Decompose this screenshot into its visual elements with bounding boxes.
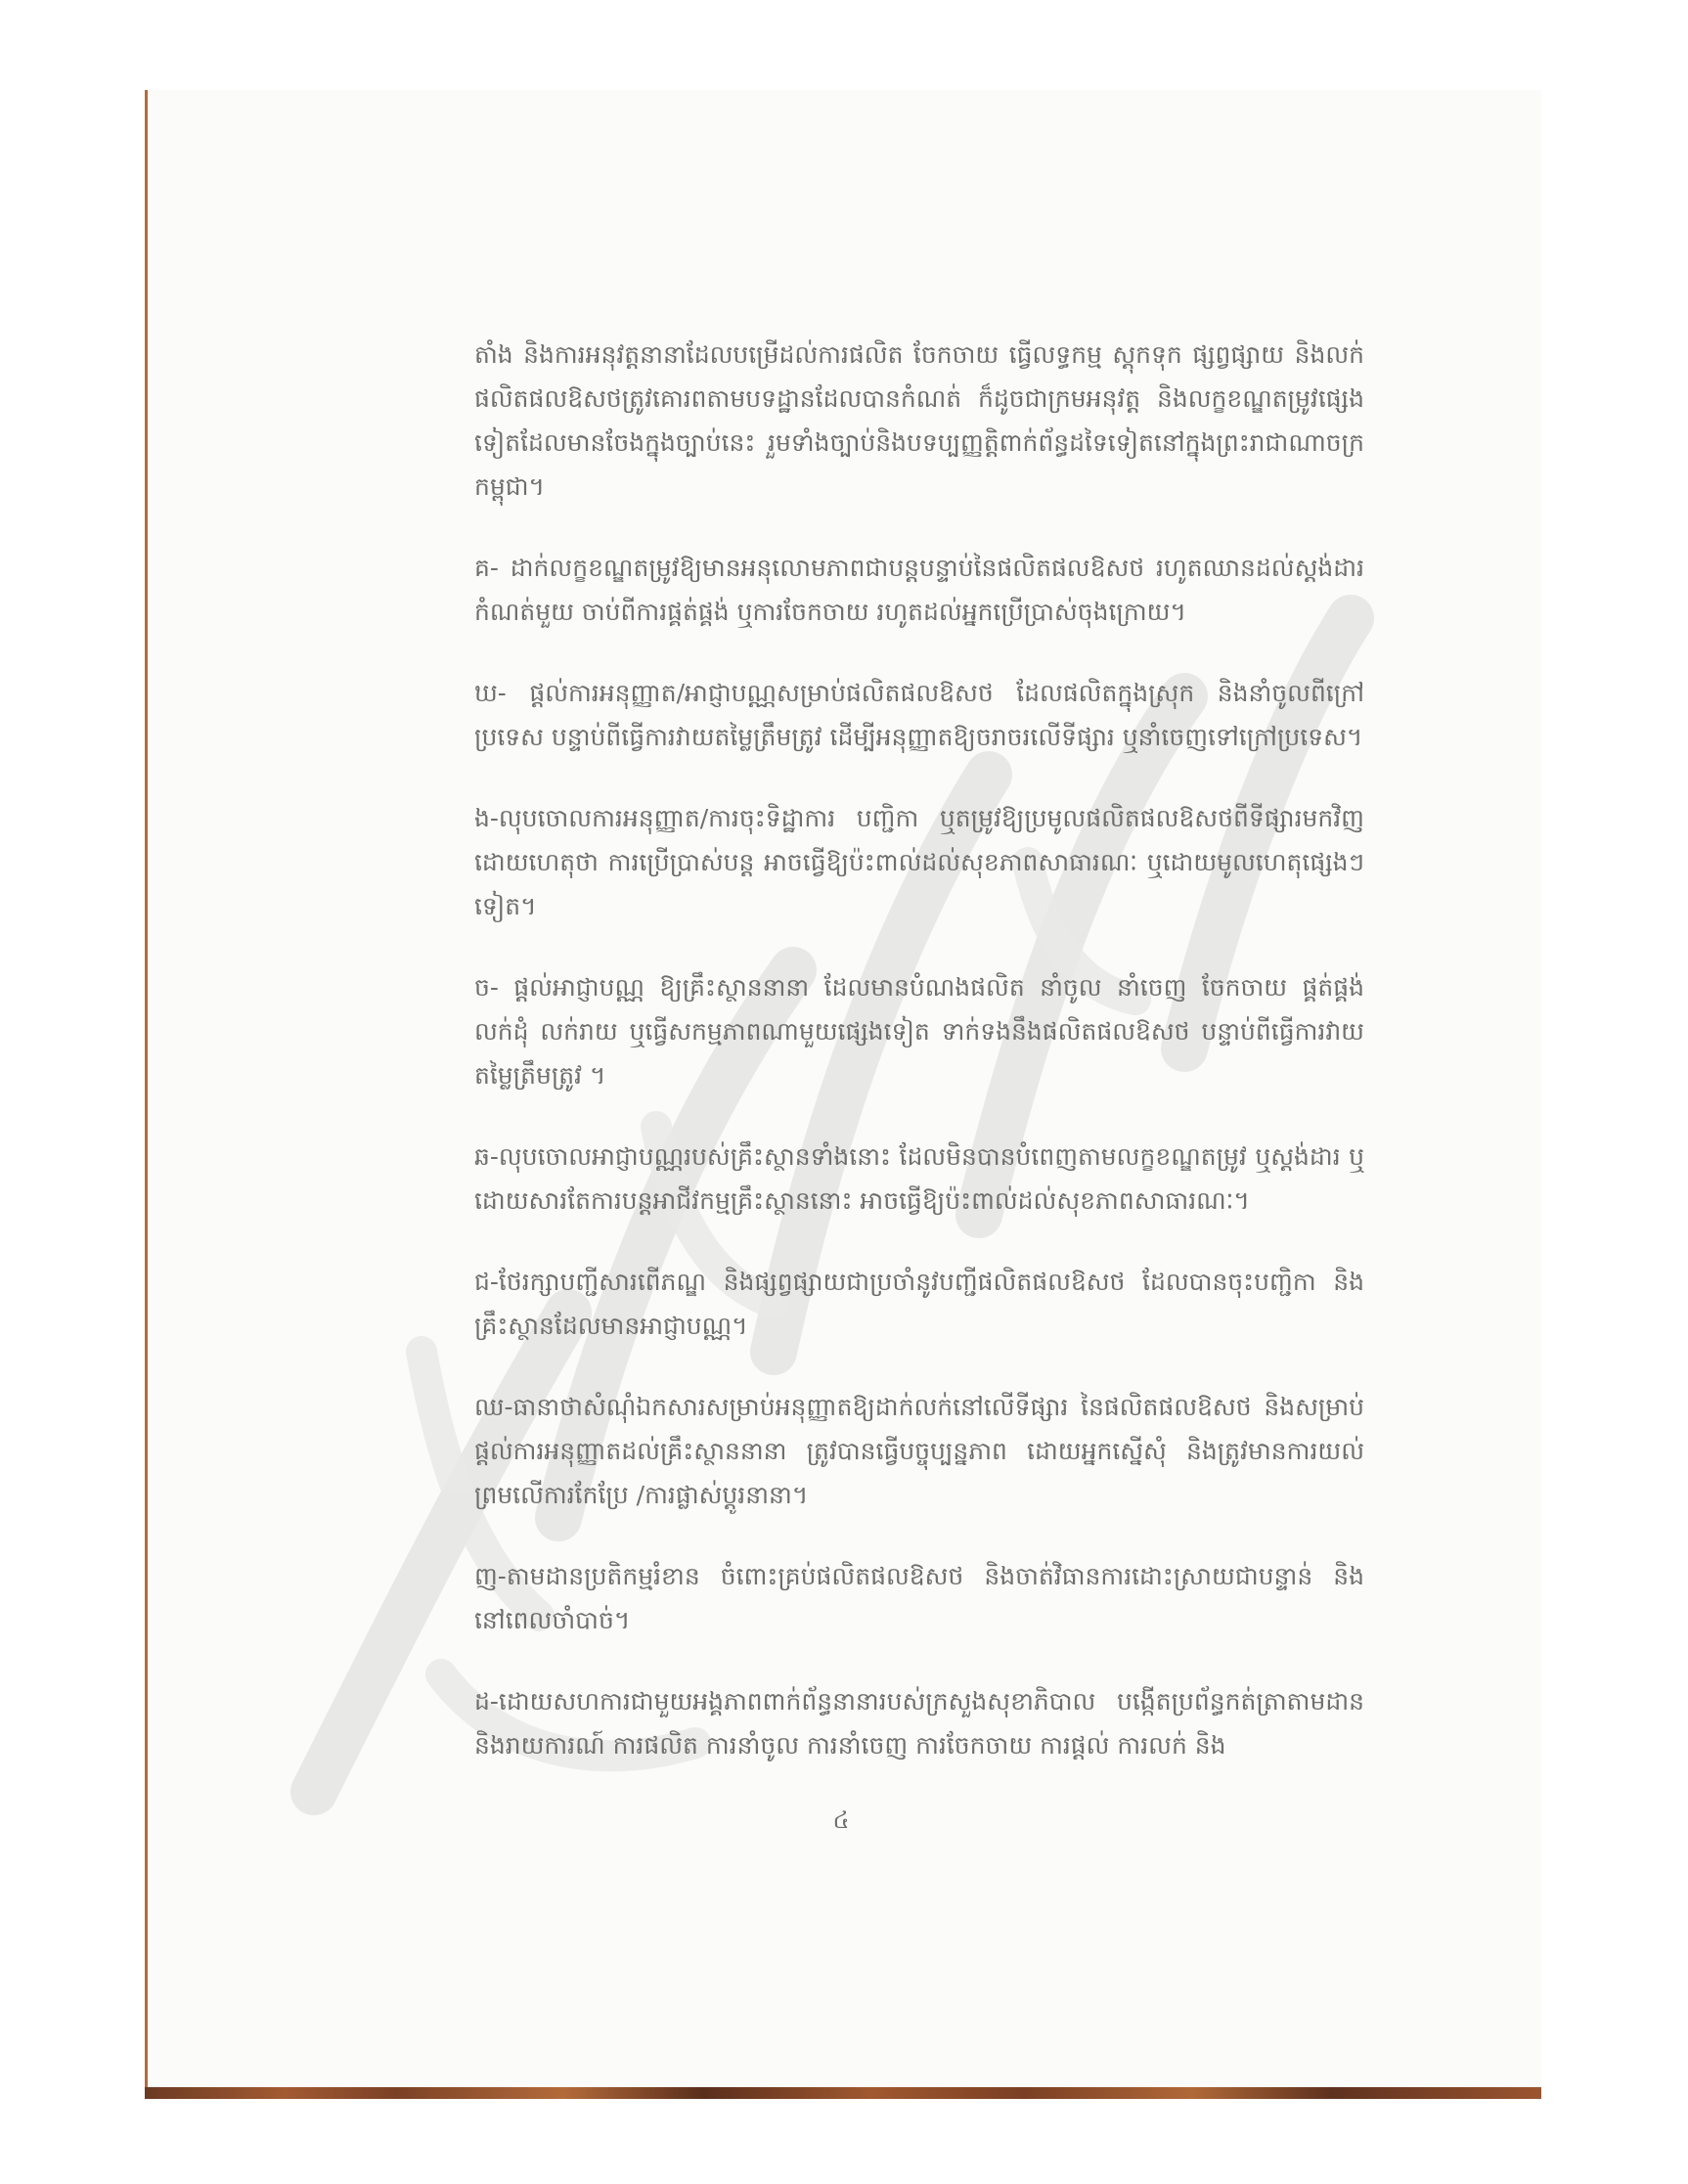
paragraph-clause-cha: ច- ផ្តល់អាជ្ញាបណ្ណ ឱ្យគ្រឹះស្ថាននានា ដែលមានបំណងផលិត នាំចូល នាំចេញ ចែកចាយ ផ្គត់ផ្គង់ លក់ដុំ លក់រាយ ឬធ្វើសកម្មភាពណាមួយផ្សេងទៀត ទាក់ទងនឹងផលិតផលឱសថ បន្ទាប់ពីធ្វើការវាយតម្លៃត្រឹមត្រូវ ។ <box>474 973 1364 1090</box>
paragraph-clause-chho: ឈ-ធានាថាសំណុំឯកសារសម្រាប់អនុញ្ញាតឱ្យដាក់លក់នៅលើទីផ្សារ នៃផលិតផលឱសថ និងសម្រាប់ផ្តល់ការអនុញ្ញាតដល់គ្រឹះស្ថាននានា ត្រូវបានធ្វើបច្ចុប្បន្នភាព ដោយអ្នកស្នើសុំ និងត្រូវមានការយល់ព្រមលើការកែប្រែ /ការផ្លាស់ប្តូរនានា។ <box>474 1393 1364 1509</box>
document-body <box>474 333 1364 1805</box>
paragraph-clause-chha: ឆ-លុបចោលអាជ្ញាបណ្ណរបស់គ្រឹះស្ថានទាំងនោះ ដែលមិនបានបំពេញតាមលក្ខខណ្ឌតម្រូវ ឬស្តង់ដារ ឬដោយសារតែការបន្តអាជីវកម្មគ្រឹះស្ថាននោះ អាចធ្វើឱ្យប៉ះពាល់ដល់សុខភាពសាធារណៈ។ <box>474 1142 1364 1215</box>
paragraph-clause-cho: ជ-ថែរក្សាបញ្ជីសារពើភណ្ឌ និងផ្សព្វផ្សាយជាប្រចាំនូវបញ្ជីផលិតផលឱសថ ដែលបានចុះបញ្ជិកា និងគ្រឹះស្ថានដែលមានអាជ្ញាបណ្ណ។ <box>474 1268 1364 1340</box>
page-bottom-edge <box>145 2087 1541 2099</box>
paragraph-clause-kho: ឃ- ផ្តល់ការអនុញ្ញាត/អាជ្ញាបណ្ណសម្រាប់ផលិតផលឱសថ ដែលផលិតក្នុងស្រុក និងនាំចូលពីក្រៅប្រទេស បន្ទាប់ពីធ្វើការវាយតម្លៃត្រឹមត្រូវ ដើម្បីអនុញ្ញាតឱ្យចរាចរលើទីផ្សារ ឬនាំចេញទៅក្រៅប្រទេស។ <box>474 679 1364 751</box>
paragraph-clause-nyo: ញ-តាមដានប្រតិកម្មរំខាន ចំពោះគ្រប់ផលិតផលឱសថ និងចាត់វិធានការដោះស្រាយជាបន្ទាន់ និងនៅពេលចាំបាច់។ <box>474 1562 1364 1634</box>
paragraph-clause-da: ដ-ដោយសហការជាមួយអង្គភាពពាក់ព័ន្ធនានារបស់ក្រសួងសុខាភិបាល បង្កើតប្រព័ន្ធកត់ត្រាតាមដាននិងរាយការណ៍ ការផលិត ការនាំចូល ការនាំចេញ ការចែកចាយ ការផ្តល់ ការលក់ និង <box>474 1687 1364 1760</box>
page-number: ៤ <box>832 1806 850 1834</box>
paragraph-clause-ko: គ- ដាក់លក្ខខណ្ឌតម្រូវឱ្យមានអនុលោមភាពជាបន្តបន្ទាប់នៃផលិតផលឱសថ រហូតឈានដល់ស្តង់ដារកំណត់មួយ ចាប់ពីការផ្គត់ផ្គង់ ឬការចែកចាយ រហូតដល់អ្នកប្រើប្រាស់ចុងក្រោយ។ <box>474 554 1364 626</box>
paragraph-intro-continuation: តាំង និងការអនុវត្តនានាដែលបម្រើដល់ការផលិត ចែកចាយ ធ្វើលទ្ធកម្ម ស្តុកទុក ផ្សព្វផ្សាយ និងលក់ផលិតផលឱសថត្រូវគោរពតាមបទដ្ឋានដែលបានកំណត់ ក៏ដូចជាក្រមអនុវត្ត និងលក្ខខណ្ឌតម្រូវផ្សេងទៀតដែលមានចែងក្នុងច្បាប់នេះ រួមទាំងច្បាប់និងបទប្បញ្ញត្តិពាក់ព័ន្ធដទៃទៀតនៅក្នុងព្រះរាជាណាចក្រកម្ពុជា។ <box>474 340 1364 501</box>
paragraph-clause-ngo: ង-លុបចោលការអនុញ្ញាត/ការចុះទិដ្ឋាការ បញ្ជិកា ឬតម្រូវឱ្យប្រមូលផលិតផលឱសថពីទីផ្សារមកវិញ ដោយហេតុថា ការប្រើប្រាស់បន្ត អាចធ្វើឱ្យប៉ះពាល់ដល់សុខភាពសាធារណៈ ឬដោយមូលហេតុផ្សេងៗទៀត។ <box>474 804 1364 920</box>
